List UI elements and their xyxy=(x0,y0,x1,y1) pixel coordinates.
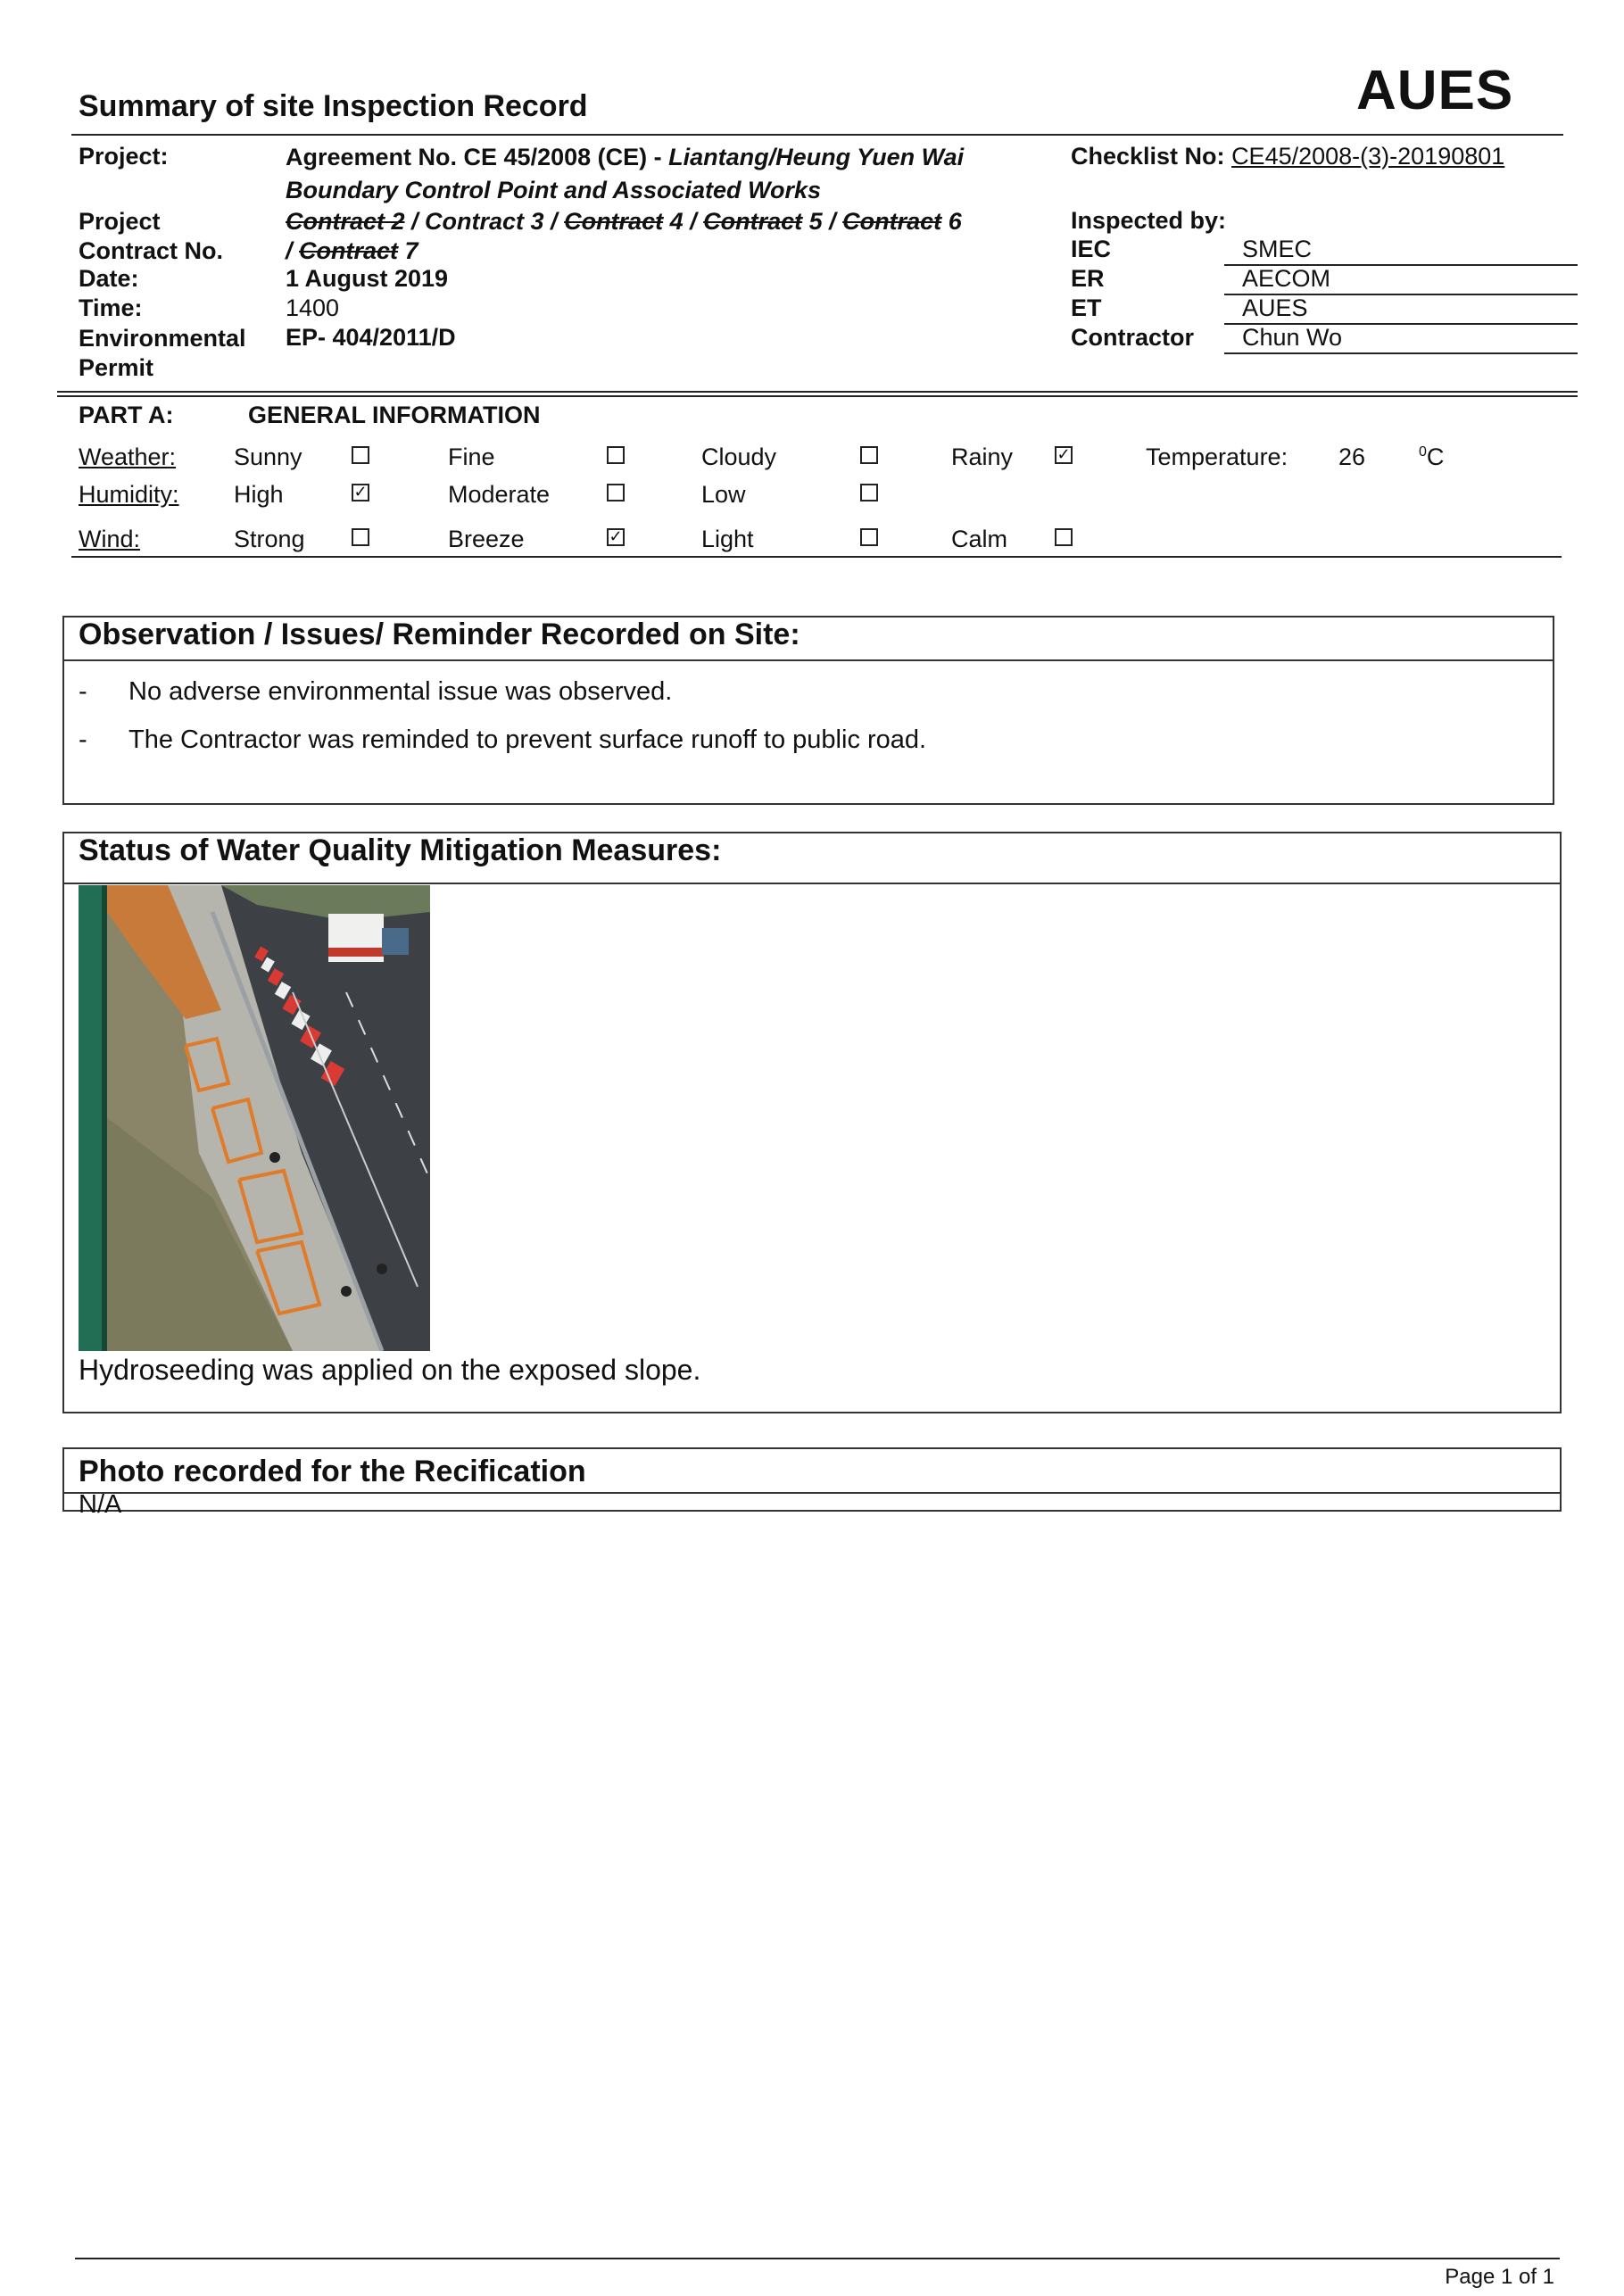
time-value: 1400 xyxy=(286,294,340,321)
section-rule-top xyxy=(57,391,1578,393)
humidity-moderate-label: Moderate xyxy=(448,481,551,508)
document-title: Summary of site Inspection Record xyxy=(79,89,588,123)
contract-2: Contract 2 xyxy=(286,208,405,235)
rectification-divider xyxy=(64,1492,1560,1494)
project-label: Project: xyxy=(79,143,169,170)
page-number: Page 1 of 1 xyxy=(1445,2265,1554,2289)
observation-item-2: The Contractor was reminded to prevent surface runoff to public road. xyxy=(128,725,927,754)
temperature-unit-sup: 0 xyxy=(1419,444,1427,460)
weather-label: Weather: xyxy=(79,443,177,470)
contract-value xyxy=(286,207,962,266)
wind-calm-label: Calm xyxy=(951,526,1008,552)
temperature-value: 26 xyxy=(1338,443,1366,470)
contract-line2-prefix: / xyxy=(286,237,300,264)
wind-strong-checkbox[interactable] xyxy=(352,528,369,546)
weather-fine-label: Fine xyxy=(448,443,495,470)
permit-label-2: Permit xyxy=(79,354,154,381)
agreement-name-2: Boundary Control Point and Associated Works xyxy=(286,177,822,203)
part-a-label: PART A: xyxy=(79,402,174,428)
weather-rainy-checkbox[interactable]: ✓ xyxy=(1055,446,1073,464)
water-quality-divider xyxy=(64,883,1560,884)
section-rule-bottom xyxy=(57,395,1578,397)
aues-logo: AUES xyxy=(1356,60,1514,121)
inspected-role-et: ET xyxy=(1071,294,1102,321)
inspected-name-er: AECOM xyxy=(1242,265,1331,292)
contract-6-num: 6 xyxy=(941,208,962,235)
weather-fine-checkbox[interactable] xyxy=(607,446,625,464)
footer-rule xyxy=(75,2258,1560,2259)
rectification-title: Photo recorded for the Recification xyxy=(79,1455,586,1488)
wind-calm-checkbox[interactable] xyxy=(1055,528,1073,546)
observation-item-1: No adverse environmental issue was observed. xyxy=(128,677,673,706)
wind-light-checkbox[interactable] xyxy=(860,528,878,546)
contract-4-num: 4 / xyxy=(663,208,704,235)
observation-bullet-2: - xyxy=(79,725,87,754)
inspected-name-et: AUES xyxy=(1242,294,1308,321)
underline-contractor xyxy=(1224,352,1578,354)
contract-5-word: Contract xyxy=(703,208,803,235)
contract-label xyxy=(79,207,223,266)
checklist-no xyxy=(1071,143,1504,170)
contract-6-word: Contract xyxy=(842,208,942,235)
permit-value: EP- 404/2011/D xyxy=(286,324,456,351)
humidity-label: Humidity: xyxy=(79,481,179,508)
wind-strong-label: Strong xyxy=(234,526,305,552)
project-value xyxy=(286,143,1017,209)
observation-divider xyxy=(64,659,1553,661)
humidity-high-label: High xyxy=(234,481,284,508)
permit-label xyxy=(79,324,246,383)
contract-5-num: 5 / xyxy=(802,208,843,235)
wind-label: Wind: xyxy=(79,526,141,552)
temperature-unit-letter: C xyxy=(1426,443,1445,470)
inspected-role-iec: IEC xyxy=(1071,236,1112,262)
weather-sunny-checkbox[interactable] xyxy=(352,446,369,464)
inspected-label: Inspected by: xyxy=(1071,207,1227,234)
checklist-value: CE45/2008-(3)-20190801 xyxy=(1231,143,1505,170)
checklist-label: Checklist No: xyxy=(1071,143,1225,170)
contract-label-2: Contract No. xyxy=(79,237,223,264)
weather-sunny-label: Sunny xyxy=(234,443,302,470)
site-photo xyxy=(79,885,430,1351)
time-label: Time: xyxy=(79,294,143,321)
contract-3: / Contract 3 / xyxy=(404,208,565,235)
humidity-low-label: Low xyxy=(701,481,746,508)
permit-label-1: Environmental xyxy=(79,325,246,352)
general-info-bottom-rule xyxy=(71,556,1562,558)
observation-box xyxy=(62,616,1554,805)
wind-breeze-label: Breeze xyxy=(448,526,525,552)
inspected-role-contractor: Contractor xyxy=(1071,324,1195,351)
temperature-label: Temperature: xyxy=(1146,443,1288,470)
contract-label-1: Project xyxy=(79,208,161,235)
humidity-low-checkbox[interactable] xyxy=(860,484,878,501)
contract-7-word: Contract xyxy=(299,237,399,264)
weather-cloudy-label: Cloudy xyxy=(701,443,777,470)
contract-4-word: Contract xyxy=(564,208,664,235)
agreement-prefix: Agreement No. CE 45/2008 (CE) - xyxy=(286,144,669,170)
humidity-moderate-checkbox[interactable] xyxy=(607,484,625,501)
part-a-title: GENERAL INFORMATION xyxy=(248,402,541,428)
inspected-name-contractor: Chun Wo xyxy=(1242,324,1343,351)
humidity-high-checkbox[interactable]: ✓ xyxy=(352,484,369,501)
wind-light-label: Light xyxy=(701,526,754,552)
contract-7-num: 7 xyxy=(398,237,418,264)
observation-title: Observation / Issues/ Reminder Recorded on Site: xyxy=(79,618,800,651)
wind-breeze-checkbox[interactable]: ✓ xyxy=(607,528,625,546)
rectification-box xyxy=(62,1447,1562,1519)
site-photo-image xyxy=(79,885,430,1351)
date-value: 1 August 2019 xyxy=(286,265,449,292)
inspected-role-er: ER xyxy=(1071,265,1105,292)
inspected-name-iec: SMEC xyxy=(1242,236,1313,262)
water-quality-box xyxy=(62,832,1562,1413)
water-quality-title: Status of Water Quality Mitigation Measures: xyxy=(79,833,722,867)
weather-rainy-label: Rainy xyxy=(951,443,1014,470)
header-rule xyxy=(71,134,1563,136)
temperature-unit xyxy=(1419,443,1444,471)
water-quality-caption: Hydroseeding was applied on the exposed slope. xyxy=(79,1354,701,1386)
weather-cloudy-checkbox[interactable] xyxy=(860,446,878,464)
agreement-name-1: Liantang/Heung Yuen Wai xyxy=(668,144,965,170)
observation-bullet-1: - xyxy=(79,677,87,706)
date-label: Date: xyxy=(79,265,139,292)
rectification-value: N/A xyxy=(79,1490,122,1519)
